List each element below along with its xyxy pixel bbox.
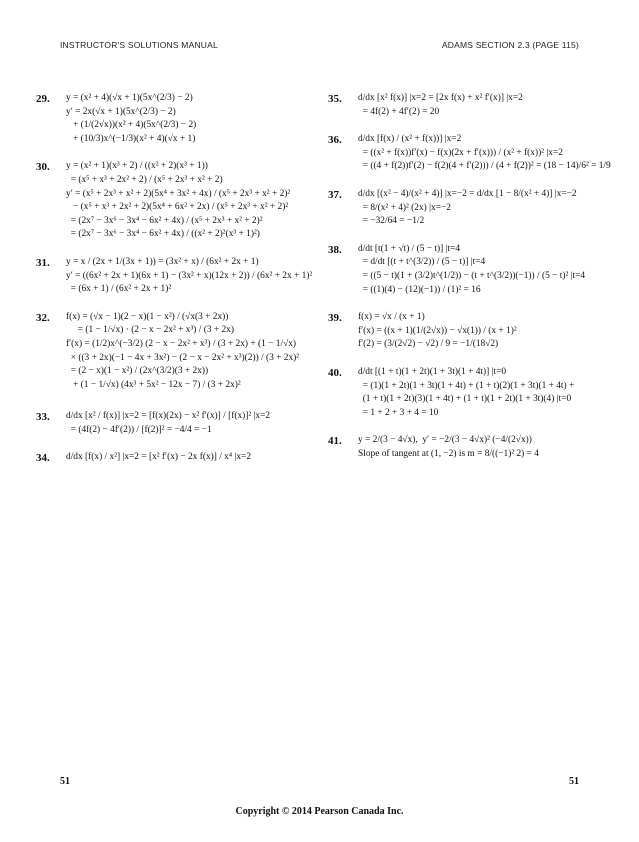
equation-line: f′(x) = ((x + 1)(1/(2√x)) − √x(1)) / (x + 1)² <box>358 325 517 336</box>
equation-line: y = x / (2x + 1/(3x + 1)) = (3x² + x) / (6x² + 2x + 1) <box>66 256 259 267</box>
running-header-right: ADAMS SECTION 2.3 (PAGE 115) <box>441 40 579 50</box>
problem-number: 32. <box>36 311 50 324</box>
left-column <box>36 92 313 479</box>
equation-line: Slope of tangent at (1, −2) is m = 8/((−1)² 2) = 4 <box>358 448 539 459</box>
equation-line: = d/dt [(t + t^(3/2)) / (5 − t)] |t=4 <box>358 257 486 268</box>
problem-36 <box>328 133 610 174</box>
problem-40 <box>328 366 610 420</box>
equation-line: f(x) = (√x − 1)(2 − x)(1 − x²) / (√x(3 + 2x)) <box>66 311 229 322</box>
equation-line: = (2 − x)(1 − x²) / (2x^(3/2)(3 + 2x)) <box>66 366 209 377</box>
equation-line: y′ = 2x(√x + 1)(5x^(2/3) − 2) <box>66 106 176 117</box>
problem-34 <box>36 451 306 465</box>
equation-line: f(x) = √x / (x + 1) <box>358 312 425 323</box>
equation-line: + (1 − 1/√x) (4x³ + 5x² − 12x − 7) / (3 + 2x)² <box>66 379 241 390</box>
equation-line: = 4f(2) + 4f′(2) = 20 <box>358 106 440 117</box>
equation-line: d/dt [(1 + t)(1 + 2t)(1 + 3t)(1 + 4t)] |t=0 <box>358 366 507 377</box>
equation-line: = ((5 − t)(1 + (3/2)t^(1/2)) − (t + t^(3/2))(−1)) / (5 − t)² |t=4 <box>358 270 586 281</box>
problem-number: 41. <box>328 435 342 448</box>
equation-line: d/dx [(x² − 4)/(x² + 4)] |x=−2 = d/dx [1 − 8/(x² + 4)] |x=−2 <box>358 188 577 199</box>
page-number-left: 51 <box>60 776 70 787</box>
equation-line: = ((4 + f(2))f′(2) − f(2)(4 + f′(2))) / (4 + f(2))² = (18 − 14)/6² = 1/9 <box>358 161 611 172</box>
problem-number: 34. <box>36 452 50 465</box>
equation-line: = (2x⁷ − 3x⁶ − 3x⁴ − 6x² + 4x) / (x⁵ + 2x³ + x² + 2)² <box>66 215 263 226</box>
equation-line: = (4f(2) − 4f′(2)) / [f(2)]² = −4/4 = −1 <box>66 424 212 435</box>
equation-line: + (1/(2√x))(x² + 4)(5x^(2/3) − 2) <box>66 120 197 131</box>
equation-line: f′(2) = (3/(2√2) − √2) / 9 = −1/(18√2) <box>358 339 499 350</box>
equation-line: = (1 − 1/√x) · (2 − x − 2x² + x³) / (3 + 2x) <box>66 325 234 336</box>
problem-41 <box>328 434 610 461</box>
problem-number: 36. <box>328 134 342 147</box>
problem-number: 35. <box>328 93 342 105</box>
equation-line: = 1 + 2 + 3 + 4 = 10 <box>358 407 439 418</box>
right-column <box>328 92 610 475</box>
equation-line: y = 2/(3 − 4√x), y′ = −2/(3 − 4√x)² (−4/(2√x)) <box>358 435 532 446</box>
page-number-right: 51 <box>569 776 579 787</box>
equation-line: y′ = (x⁵ + 2x³ + x² + 2)(5x⁴ + 3x² + 4x) / (x⁵ + 2x³ + x² + 2)² <box>66 188 291 199</box>
problem-number: 40. <box>328 366 342 379</box>
equation-line: d/dx [f(x) / x²] |x=2 = [x² f′(x) − 2x f(x)] / x⁴ |x=2 <box>66 452 252 463</box>
equation-line: = (x⁵ + x³ + 2x² + 2) / (x⁵ + 2x³ + x² + 2) <box>66 174 223 185</box>
problem-29 <box>36 92 306 146</box>
problem-33 <box>36 410 306 437</box>
problem-number: 37. <box>328 188 342 201</box>
equation-line: (1 + t)(1 + 2t)(3)(1 + 4t) + (1 + t)(1 + 2t)(1 + 3t)(4) |t=0 <box>358 394 572 405</box>
equation-line: y = (x² + 1)(x³ + 2) / ((x² + 2)(x³ + 1)) <box>66 161 208 172</box>
problem-35 <box>328 92 610 119</box>
problem-number: 39. <box>328 312 342 325</box>
equation-line: y′ = ((6x² + 2x + 1)(6x + 1) − (3x² + x)(12x + 2)) / (6x² + 2x + 1)² <box>66 270 313 281</box>
problem-number: 31. <box>36 256 50 269</box>
equation-line: d/dx [f(x) / (x² + f(x))] |x=2 <box>358 134 462 145</box>
equation-line: − (x⁵ + x³ + 2x² + 2)(5x⁴ + 6x² + 2x) / (x⁵ + 2x³ + x² + 2)² <box>66 202 289 213</box>
equation-line: = ((x² + f(x))f′(x) − f(x)(2x + f′(x))) / (x² + f(x))² |x=2 <box>358 147 563 158</box>
problem-37 <box>328 188 610 229</box>
equation-line: = 8/(x² + 4)² (2x) |x=−2 <box>358 202 451 213</box>
equation-line: = −32/64 = −1/2 <box>358 216 425 227</box>
problem-number: 30. <box>36 161 50 174</box>
equation-line: y = (x² + 4)(√x + 1)(5x^(2/3) − 2) <box>66 93 193 103</box>
equation-line: = (6x + 1) / (6x² + 2x + 1)² <box>66 284 172 295</box>
equation-line: = (2x⁷ − 3x⁶ − 3x⁴ − 6x² + 4x) / ((x² + 2)²(x³ + 1)²) <box>66 229 260 240</box>
problem-number: 38. <box>328 243 342 256</box>
running-header-left: INSTRUCTOR'S SOLUTIONS MANUAL <box>60 40 218 50</box>
equation-line: f′(x) = (1/2)x^(−3/2) (2 − x − 2x² + x³) / (3 + 2x) + (1 − 1/√x) <box>66 338 297 349</box>
equation-line: = ((1)(4) − (12)(−1)) / (1)² = 16 <box>358 284 481 295</box>
equation-line: d/dx [x² f(x)] |x=2 = [2x f(x) + x² f′(x)] |x=2 <box>358 93 523 103</box>
problem-32 <box>36 311 306 393</box>
problem-number: 29. <box>36 93 50 105</box>
equation-line: d/dx [x² / f(x)] |x=2 = [f(x)(2x) − x² f′(x)] / [f(x)]² |x=2 <box>66 411 271 422</box>
equation-line: d/dt [t(1 + √t) / (5 − t)] |t=4 <box>358 243 461 254</box>
equation-line: × ((3 + 2x)(−1 − 4x + 3x²) − (2 − x − 2x² + x³)(2)) / (3 + 2x)² <box>66 352 300 363</box>
problem-number: 33. <box>36 411 50 424</box>
problem-30 <box>36 160 306 242</box>
problem-38 <box>328 243 610 297</box>
problem-39 <box>328 311 610 352</box>
problem-31 <box>36 256 313 297</box>
equation-line: = (1)(1 + 2t)(1 + 3t)(1 + 4t) + (1 + t)(2)(1 + 3t)(1 + 4t) + <box>358 380 575 391</box>
equation-line: + (10/3)x^(−1/3)(x² + 4)(√x + 1) <box>66 133 196 144</box>
copyright-notice: Copyright © 2014 Pearson Canada Inc. <box>235 806 404 817</box>
